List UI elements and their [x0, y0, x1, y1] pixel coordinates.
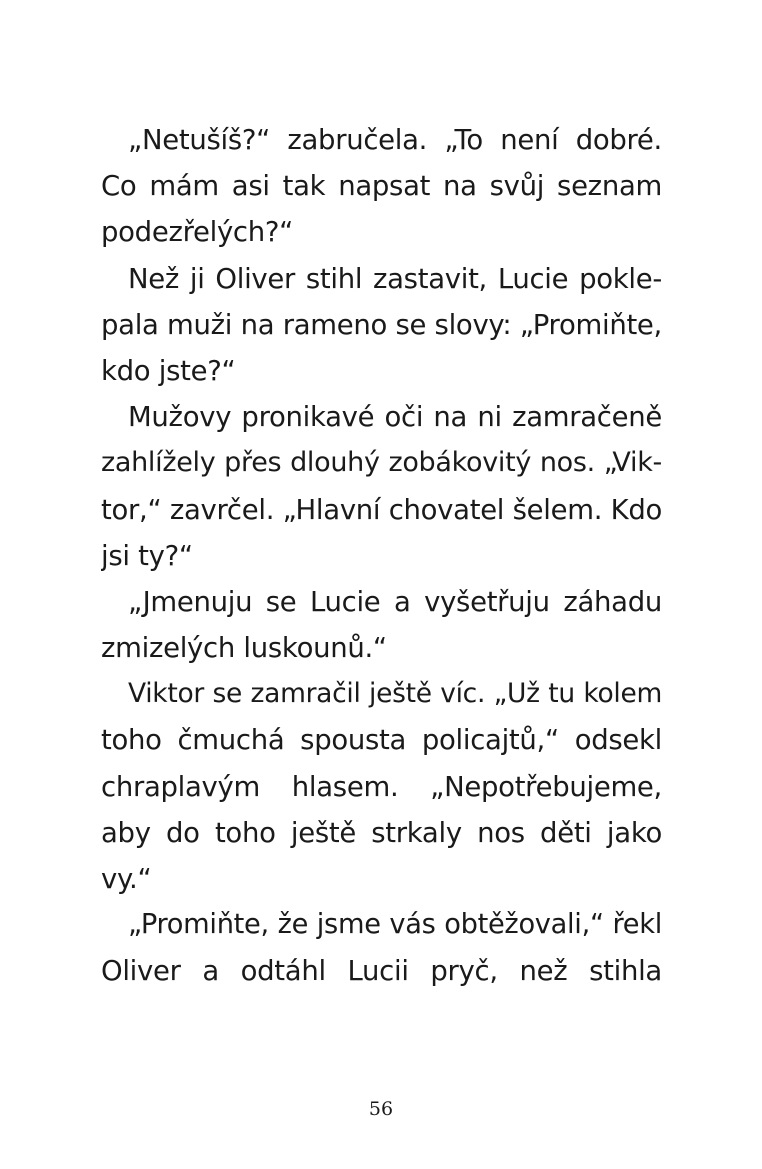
text-line: vy.“: [101, 863, 152, 895]
text-line: tor,“ zavrčel. „Hlavní chovatel šelem. Kdo: [101, 493, 662, 526]
text-line: Oliver a odtáhl Lucii pryč, než stihla: [101, 955, 662, 988]
text-line: zahlížely přes dlouhý zobákovitý nos. „Vik-: [101, 447, 662, 479]
page-number: 56: [368, 1098, 394, 1120]
body-text: [101, 117, 662, 995]
text-line: podezřelých?“: [101, 216, 294, 249]
text-line: toho čmuchá spousta policajtů,“ odsekl: [101, 724, 662, 757]
text-line: pala muži na rameno se slovy: „Promiňte,: [101, 308, 662, 341]
text-line: Mužovy pronikavé oči na ni zamračeně: [128, 401, 662, 434]
text-line: Než ji Oliver stihl zastavit, Lucie pokle-: [128, 262, 662, 295]
text-line: kdo jste?“: [101, 354, 236, 387]
text-line: jsi ty?“: [101, 539, 193, 572]
text-line: „Jmenuju se Lucie a vyšetřuju záhadu: [128, 585, 662, 618]
text-line: aby do toho ještě strkaly nos děti jako: [101, 816, 662, 849]
text-line: zmizelých luskounů.“: [101, 632, 387, 665]
text-line: Co mám asi tak napsat na svůj seznam: [101, 170, 662, 203]
text-line: chraplavým hlasem. „Nepotřebujeme,: [101, 770, 662, 803]
text-line: „Netušíš?“ zabručela. „To není dobré.: [128, 124, 662, 156]
text-line: „Promiňte, že jsme vás obtěžovali,“ řekl: [128, 909, 662, 941]
text-line: Viktor se zamračil ještě víc. „Už tu kolem: [128, 678, 662, 710]
